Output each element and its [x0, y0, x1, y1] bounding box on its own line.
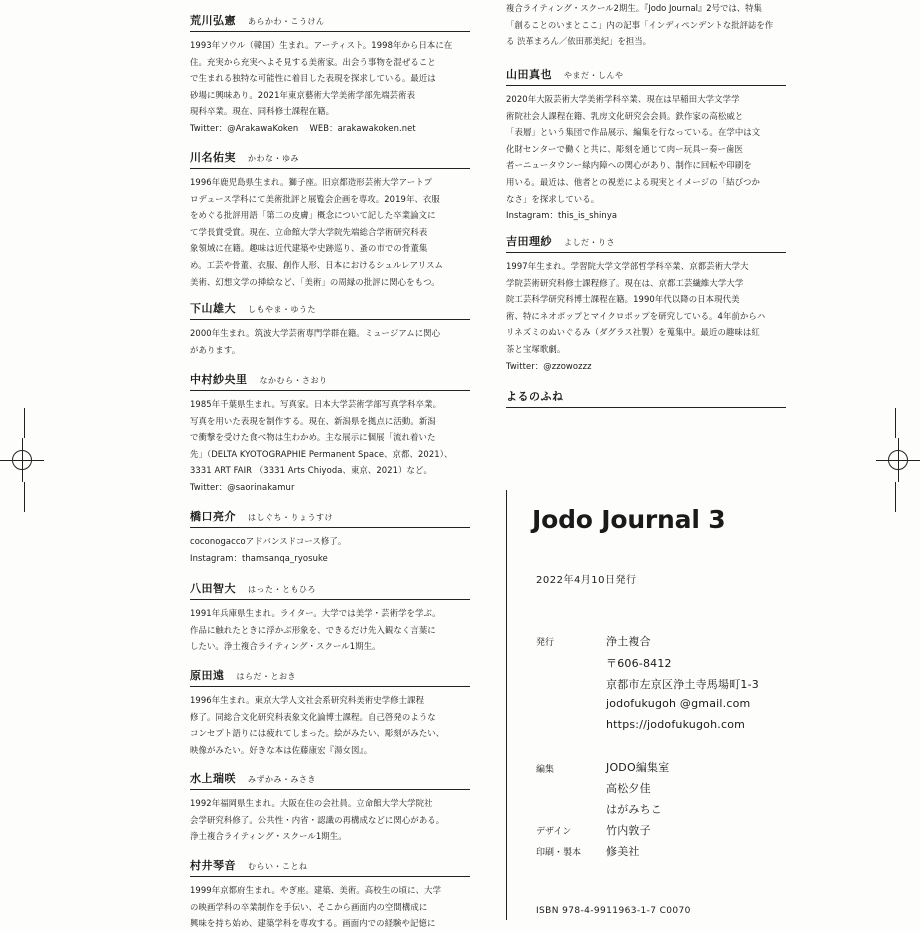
bio-line: なさ」を探求している。	[506, 193, 600, 204]
bio-line: め。工芸や骨董、衣服、創作人形、日本におけるシュルレアリスム	[190, 259, 444, 270]
bio-reading: なかむら・さおり	[259, 376, 328, 385]
bio-line: 先」（DELTA KYOTOGRAPHIE Permanent Space、京都、2021）、	[190, 448, 453, 459]
bio-entry	[190, 146, 470, 290]
crop-mark	[24, 408, 25, 438]
bio-reading: かわな・ゆみ	[248, 154, 299, 163]
bio-entry	[190, 854, 470, 932]
journal-title: Jodo Journal 3	[532, 505, 726, 534]
address: 京都市左京区浄土寺馬場町1-3	[606, 678, 759, 691]
bio-entry	[190, 368, 470, 496]
crop-mark	[895, 408, 896, 438]
bio-line: 2000年生まれ。筑波大学芸術専門学群在籍。ミュージアムに関心	[190, 328, 441, 338]
bio-reading: はしぐち・りょうすけ	[248, 513, 333, 522]
bio-line: したい。浄土複合ライティング・スクール1期生。	[190, 641, 381, 652]
bio-line: 3331 ART FAIR （3331 Arts Chiyoda、東京、2021）など。	[190, 465, 432, 476]
bio-line: 化財センターで働くと共に、彫刻を通じて肉ー玩具ー奏ー歯医	[506, 143, 743, 154]
editor-name: はがみちこ	[606, 803, 662, 816]
bio-heading	[190, 767, 470, 790]
bio-name: 川名佑実	[190, 151, 236, 164]
bio-entry	[506, 385, 786, 413]
bio-entry	[506, 63, 786, 224]
publisher-name: 浄土複合	[606, 635, 651, 648]
design-label: デザイン	[536, 827, 572, 837]
bio-line: 作品に触れたときに浮かぶ形象を、できるだけ先入観なく言葉に	[190, 624, 436, 635]
colophon-divider	[506, 490, 507, 920]
bio-line: ロデュース学科にて美術批評と展覧会企画を専攻。2019年、衣服	[190, 193, 440, 204]
bio-line: の映画学科の卒業制作を手伝い、そこから画面内の空間構成に	[190, 901, 428, 912]
bio-line: 現科卒業。現在、同科修士課程在籍。	[190, 106, 335, 117]
bio-heading	[190, 146, 470, 169]
bio-line: 「創ることのいまとここ」内の記事「インディペンデントな批評誌を作	[506, 19, 774, 30]
bio-line: 「表層」という集団で作品展示、編集を行なっている。在学中は文	[506, 127, 761, 138]
bio-reading: あらかわ・こうけん	[248, 17, 325, 26]
bio-reading: はった・ともひろ	[248, 585, 316, 594]
postal-code: 〒606-8412	[606, 657, 672, 670]
bio-entry	[190, 9, 470, 137]
bio-heading	[506, 63, 786, 86]
bio-line: 修了。同総合文化研究科表象文化論博士課程。自己啓発のような	[190, 711, 436, 722]
bio-heading	[190, 9, 470, 32]
bio-line: 1993年ソウル（韓国）生まれ。アーティスト。1998年から日本に在	[190, 40, 453, 50]
bio-heading	[190, 577, 470, 600]
bio-entry	[190, 505, 470, 566]
bio-line: コンセプト語りには疲れてしまった。絵がみたい、彫刻がみたい、	[190, 728, 445, 739]
crop-mark	[895, 482, 896, 512]
publisher-label: 発行	[536, 638, 555, 648]
bio-line: 1996年生まれ。東京大学人文社会系研究科美術史学修士課程	[190, 695, 425, 705]
editor-label: 編集	[536, 765, 555, 775]
bio-line: 院工芸科学研究科博士課程在籍。1990年代以降の日本現代美	[506, 294, 740, 305]
publish-date: 2022年4月10日発行	[536, 575, 637, 586]
bio-name: 中村紗央里	[190, 373, 248, 386]
bio-line: をめぐる批評用語「第二の皮膚」概念について記した卒業論文に	[190, 210, 436, 221]
bio-heading	[190, 664, 470, 687]
bio-name: 荒川弘憲	[190, 14, 236, 27]
bio-line: 学院芸術研究科修士課程修了。現在は、京都工芸繊維大学大学	[506, 277, 744, 288]
bio-reading: はらだ・とおき	[236, 672, 296, 681]
bio-reading: みずかみ・みさき	[248, 775, 316, 784]
bio-heading	[190, 297, 470, 320]
bio-line: 砂場に興味あり。2021年東京藝術大学美術学部先端芸術表	[190, 89, 416, 100]
bio-line: Instagram：thamsanqa_ryosuke	[190, 552, 328, 563]
bio-line: 1996年鹿児島県生まれ。獅子座。旧京都造形芸術大学アートプ	[190, 177, 433, 187]
bio-name: 橋口亮介	[190, 510, 236, 523]
bio-line: 写真を用いた表現を制作する。現在、新潟県を拠点に活動。新潟	[190, 415, 436, 426]
bio-reading: しもやま・ゆうた	[248, 305, 316, 314]
bio-entry	[190, 664, 470, 758]
editor-name: JODO編集室	[606, 761, 670, 774]
bio-line: る 渋革まろん／依田那美紀」を担当。	[506, 36, 652, 47]
bio-line: 象領域に在籍。趣味は近代建築や史跡巡り、蚤の市での骨董集	[190, 243, 428, 254]
bio-entry	[506, 230, 786, 374]
designer-name: 竹内敦子	[606, 824, 651, 837]
bio-line: 茶と宝塚歌劇。	[506, 343, 566, 354]
bio-entry	[190, 767, 470, 845]
bio-name: 村井琴音	[190, 859, 236, 872]
bio-line: 複合ライティング・スクール2期生。『Jodo Journal』2号では、特集	[506, 3, 762, 13]
bio-line: Twitter：@ArakawaKoken WEB：arakawakoken.net	[190, 122, 416, 133]
bio-entry	[190, 577, 470, 655]
bio-line: て学長賞受賞。現在、立命館大学大学院先端総合学術研究科表	[190, 226, 428, 237]
bio-line: 2020年大阪芸術大学美術学科卒業、現在は早稲田大学文学学	[506, 94, 740, 104]
registration-mark	[0, 438, 44, 482]
bio-name: 吉田理紗	[506, 235, 552, 248]
bio-line: があります。	[190, 344, 241, 355]
bio-line: Twitter：@saorinakamur	[190, 481, 295, 492]
bio-name: 水上瑞咲	[190, 772, 236, 785]
bio-line: 住。充実から充実へよそ見する美術家。出会う事物を混ぜること	[190, 56, 436, 67]
bio-line: 興味を持ち始め、建築学科を専攻する。画面内での経験や記憶に	[190, 918, 436, 929]
bio-line: Twitter：@zzowozzz	[506, 360, 592, 371]
bio-heading	[190, 368, 470, 391]
printer-name: 修美社	[606, 845, 640, 858]
email: jodofukugoh @gmail.com	[606, 697, 751, 710]
bio-reading: よしだ・りさ	[564, 238, 615, 247]
bio-name: 下山雄大	[190, 302, 236, 315]
bio-heading	[506, 385, 786, 408]
bio-name: 八田智大	[190, 582, 236, 595]
bio-name: 原田遠	[190, 669, 225, 682]
bio-line: 美術、幻想文学の挿絵など、「美術」の周縁の批評に関心をもつ。	[190, 276, 440, 287]
bio-line: 1992年福岡県生まれ。大阪在住の会社員。立命館大学大学院社	[190, 798, 433, 808]
bio-line: 1985年千葉県生まれ。写真家。日本大学芸術学部写真学科卒業。	[190, 399, 442, 409]
bio-line: 術、特にネオポップとマイクロポップを研究している。4年前からハ	[506, 310, 766, 321]
bio-name: よるのふね	[506, 390, 564, 403]
bio-line: 浄土複合ライティング・スクール1期生。	[190, 831, 347, 842]
bio-line: で衝撃を受けた食べ物は生わかめ。主な展示に個展「流れ着いた	[190, 432, 436, 443]
bio-line: 術院社会人課程在籍、乳房文化研究会会員。鉄作家の高松威と	[506, 110, 744, 121]
print-label: 印刷・製本	[536, 848, 582, 858]
bio-reading: やまだ・しんや	[564, 71, 624, 80]
website: https://jodofukugoh.com	[606, 718, 746, 731]
continued-bio-text	[506, 0, 791, 50]
bio-line: 1999年京都府生まれ。やぎ座。建築、美術。高校生の頃に、大学	[190, 885, 442, 895]
bio-heading	[506, 230, 786, 253]
crop-mark	[24, 482, 25, 512]
bio-name: 山田真也	[506, 68, 552, 81]
bio-line: で生まれる独特な可能性に着目した表現を探求している。最近は	[190, 73, 436, 84]
bio-heading	[190, 505, 470, 528]
bio-line: 会学研究科修了。公共性・内省・認識の再構成などに関心がある。	[190, 814, 445, 825]
bio-line: リネズミのぬいぐるみ（ダグラス社製）を蒐集中。最近の趣味は紅	[506, 327, 760, 338]
bio-line: 用いる。最近は、他者との視差による現実とイメージの「結びつか	[506, 176, 760, 187]
bio-heading	[190, 854, 470, 877]
bio-line: 1991年兵庫県生まれ。ライター。大学では美学・芸術学を学ぶ。	[190, 608, 441, 618]
bio-line: Instagram：this_is_shinya	[506, 210, 618, 221]
isbn: ISBN 978-4-9911963-1-7 C0070	[536, 906, 691, 916]
registration-mark	[876, 438, 920, 482]
bio-reading: むらい・ことね	[248, 862, 308, 871]
bio-line: 者ーニュータウンー緑内障への関心があり、制作に回転や印刷を	[506, 160, 752, 171]
bio-line: 映像がみたい。好きな本は佐藤康宏『湯女図』。	[190, 744, 373, 755]
editor-name: 高松夕佳	[606, 782, 651, 795]
bio-line: 1997年生まれ。学習院大学文学部哲学科卒業、京都芸術大学大	[506, 261, 749, 271]
bio-line: coconogaccoアドバンスドコース修了。	[190, 536, 347, 546]
bio-entry	[190, 297, 470, 358]
